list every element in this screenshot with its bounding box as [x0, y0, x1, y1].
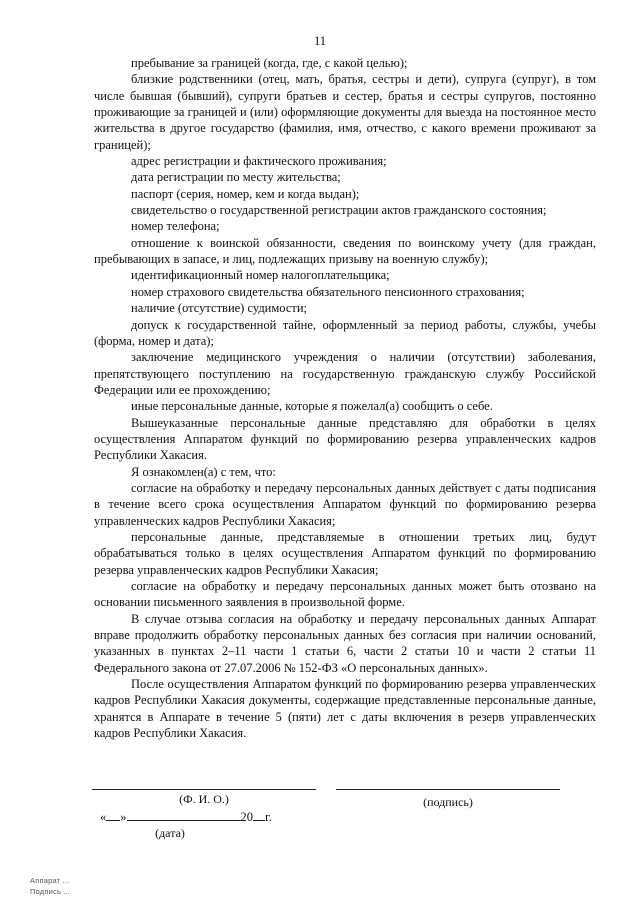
footer-stamp-line-1: Аппарат ...	[30, 876, 70, 885]
paragraph: адрес регистрации и фактического проживания;	[131, 154, 387, 169]
paragraph: согласие на обработку и передачу персональных данных может быть отозвано на основании письменного заявления в произвольной форме.	[94, 579, 596, 610]
fio-line	[92, 789, 316, 790]
year-blank	[253, 809, 265, 821]
paragraph: После осуществления Аппаратом функций по формированию резерва управленческих кадров Республики Хакасия документы, содержащие представленные персональные данные, хранятся в Аппарате в течение 5 (пяти) лет с даты включения в резерв управленческих кадров Республики Хакасия.	[94, 677, 596, 741]
date-caption: (дата)	[155, 826, 185, 840]
paragraph: близкие родственники (отец, мать, братья, сестры и дети), супруга (супруг), в том числе бывшая (бывший), супруги братьев и сестер, братья и сестры супругов, постоянно проживающие за границей и (или) оформляющие документы для выезда на постоянное место жительства в другое государство (фамилия, имя, отчество, с какого времени проживают за границей);	[94, 72, 596, 152]
paragraph: заключение медицинского учреждения о наличии (отсутствии) заболевания, препятствующего поступлению на государственную гражданскую службу Российской Федерации или ее прохождению;	[94, 350, 596, 397]
paragraph: наличие (отсутствие) судимости;	[131, 301, 308, 316]
paragraph: персональные данные, представляемые в отношении третьих лиц, будут обрабатываться только в целях осуществления Аппаратом функций по формированию резерва управленческих кадров Республики Хакасия;	[94, 529, 596, 577]
paragraph: пребывание за границей (когда, где, с какой целью);	[131, 56, 408, 70]
month-blank	[127, 809, 241, 821]
paragraph: Я ознакомлен(а) с тем, что:	[131, 464, 276, 479]
year-prefix: 20	[240, 810, 253, 824]
page-number: 11	[313, 34, 327, 48]
date-open-quote: «	[100, 810, 107, 824]
fio-caption: (Ф. И. О.)	[179, 792, 229, 806]
paragraph: паспорт (серия, номер, кем и когда выдан);	[131, 186, 360, 201]
year-suffix: г.	[265, 810, 272, 824]
paragraph: дата регистрации по месту жительства;	[131, 170, 341, 185]
paragraph: В случае отзыва согласия на обработку и передачу персональных данных Аппарат вправе продолжить обработку персональных данных без согласия при наличии оснований, указанных в пунктах 2–11 части 1 статьи 6, части 2 статьи 10 и части 2 статьи 11 Федерального закона от 27.07.2006 № 152-ФЗ «О персональных данных».	[94, 611, 596, 675]
paragraph: свидетельство о государственной регистрации актов гражданского состояния;	[131, 203, 547, 218]
date-field	[100, 809, 272, 825]
paragraph: иные персональные данные, которые я пожелал(а) сообщить о себе.	[131, 399, 493, 414]
paragraph: номер телефона;	[131, 219, 220, 234]
footer-stamp-line-2: Подпись ...	[30, 887, 71, 896]
document-body	[94, 55, 596, 741]
paragraph: номер страхового свидетельства обязательного пенсионного страхования;	[131, 284, 525, 299]
paragraph: согласие на обработку и передачу персональных данных действует с даты подписания в течение всего срока осуществления Аппаратом функций по формированию резерва управленческих кадров Республики Хакасия;	[94, 480, 596, 528]
signature-caption: (подпись)	[423, 795, 473, 809]
paragraph: допуск к государственной тайне, оформленный за период работы, службы, учебы (форма, номер и дата);	[94, 317, 596, 348]
paragraph: Вышеуказанные персональные данные представляю для обработки в целях осуществления Аппаратом функций по формированию резерва управленческих кадров Республики Хакасия.	[94, 415, 596, 463]
date-close-quote: »	[120, 810, 127, 824]
signature-line	[336, 789, 560, 790]
paragraph: отношение к воинской обязанности, сведения по воинскому учету (для граждан, пребывающих в запасе, и лиц, подлежащих призыву на военную службу);	[94, 235, 596, 267]
paragraph: идентификационный номер налогоплательщика;	[131, 268, 390, 283]
day-blank	[106, 809, 120, 821]
